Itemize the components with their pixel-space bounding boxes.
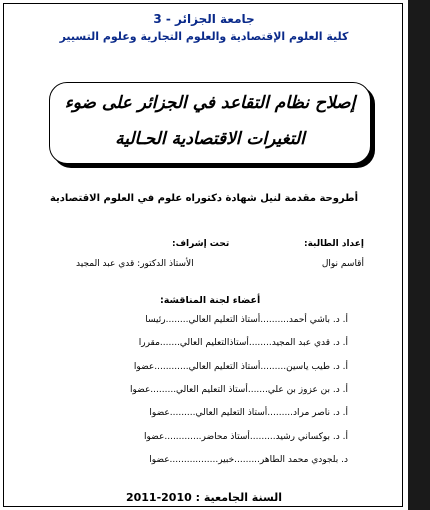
- thesis-description: أطروحة مقدمة لنيل شهادة دكتوراه علوم في العلوم الاقتصادية: [49, 193, 359, 204]
- thesis-title-line-2: التغيرات الاقتصادية الحـالية: [115, 129, 305, 149]
- jury-title: أعضاء لجنة المناقشة:: [160, 295, 261, 306]
- jury-member: أ. د. قدي عبد المجيد........أستاذالتعليم العالي.......مقررا: [138, 338, 348, 348]
- prepared-by-label: إعداد الطالبة:: [304, 239, 364, 249]
- jury-member: أ. د. باشي أحمد..........أستاذ التعليم العالي........رئيسا: [145, 315, 348, 325]
- jury-member: أ. د. ناصر مراد.........أستاذ التعليم العالي.........عضوا: [149, 408, 348, 418]
- jury-member: د. بلجودي محمد الطاهر.........خبير.................عضوا: [149, 455, 348, 465]
- page-frame: [3, 3, 403, 507]
- university-name: جامعة الجزائر - 3: [153, 12, 255, 26]
- faculty-name: كلية العلوم الإقتصادية والعلوم التجارية وعلوم التسيير: [59, 30, 349, 43]
- student-name: أقاسم نوال: [321, 259, 364, 269]
- academic-year: السنة الجامعية : 2010-2011: [125, 491, 283, 504]
- jury-member: أ. د. بوكساني رشيد.........أستاذ محاضر.............عضوا: [144, 432, 348, 442]
- scan-edge-bar: [408, 0, 430, 510]
- supervisor-label: تحت إشراف:: [172, 239, 230, 249]
- title-box: [49, 82, 371, 164]
- jury-member: أ. د. طيب ياسين.........أستاذ التعليم العالي............عضوا: [133, 362, 348, 372]
- supervisor-name: الأستاذ الدكتور: قدي عبد المجيد: [76, 259, 194, 269]
- thesis-title-line-1: إصلاح نظام التقاعد في الجزائر على ضوء: [64, 93, 356, 113]
- jury-member: أ. د. بن عزوز بن علي.......أستاذ التعليم العالي.........عضوا: [129, 385, 348, 395]
